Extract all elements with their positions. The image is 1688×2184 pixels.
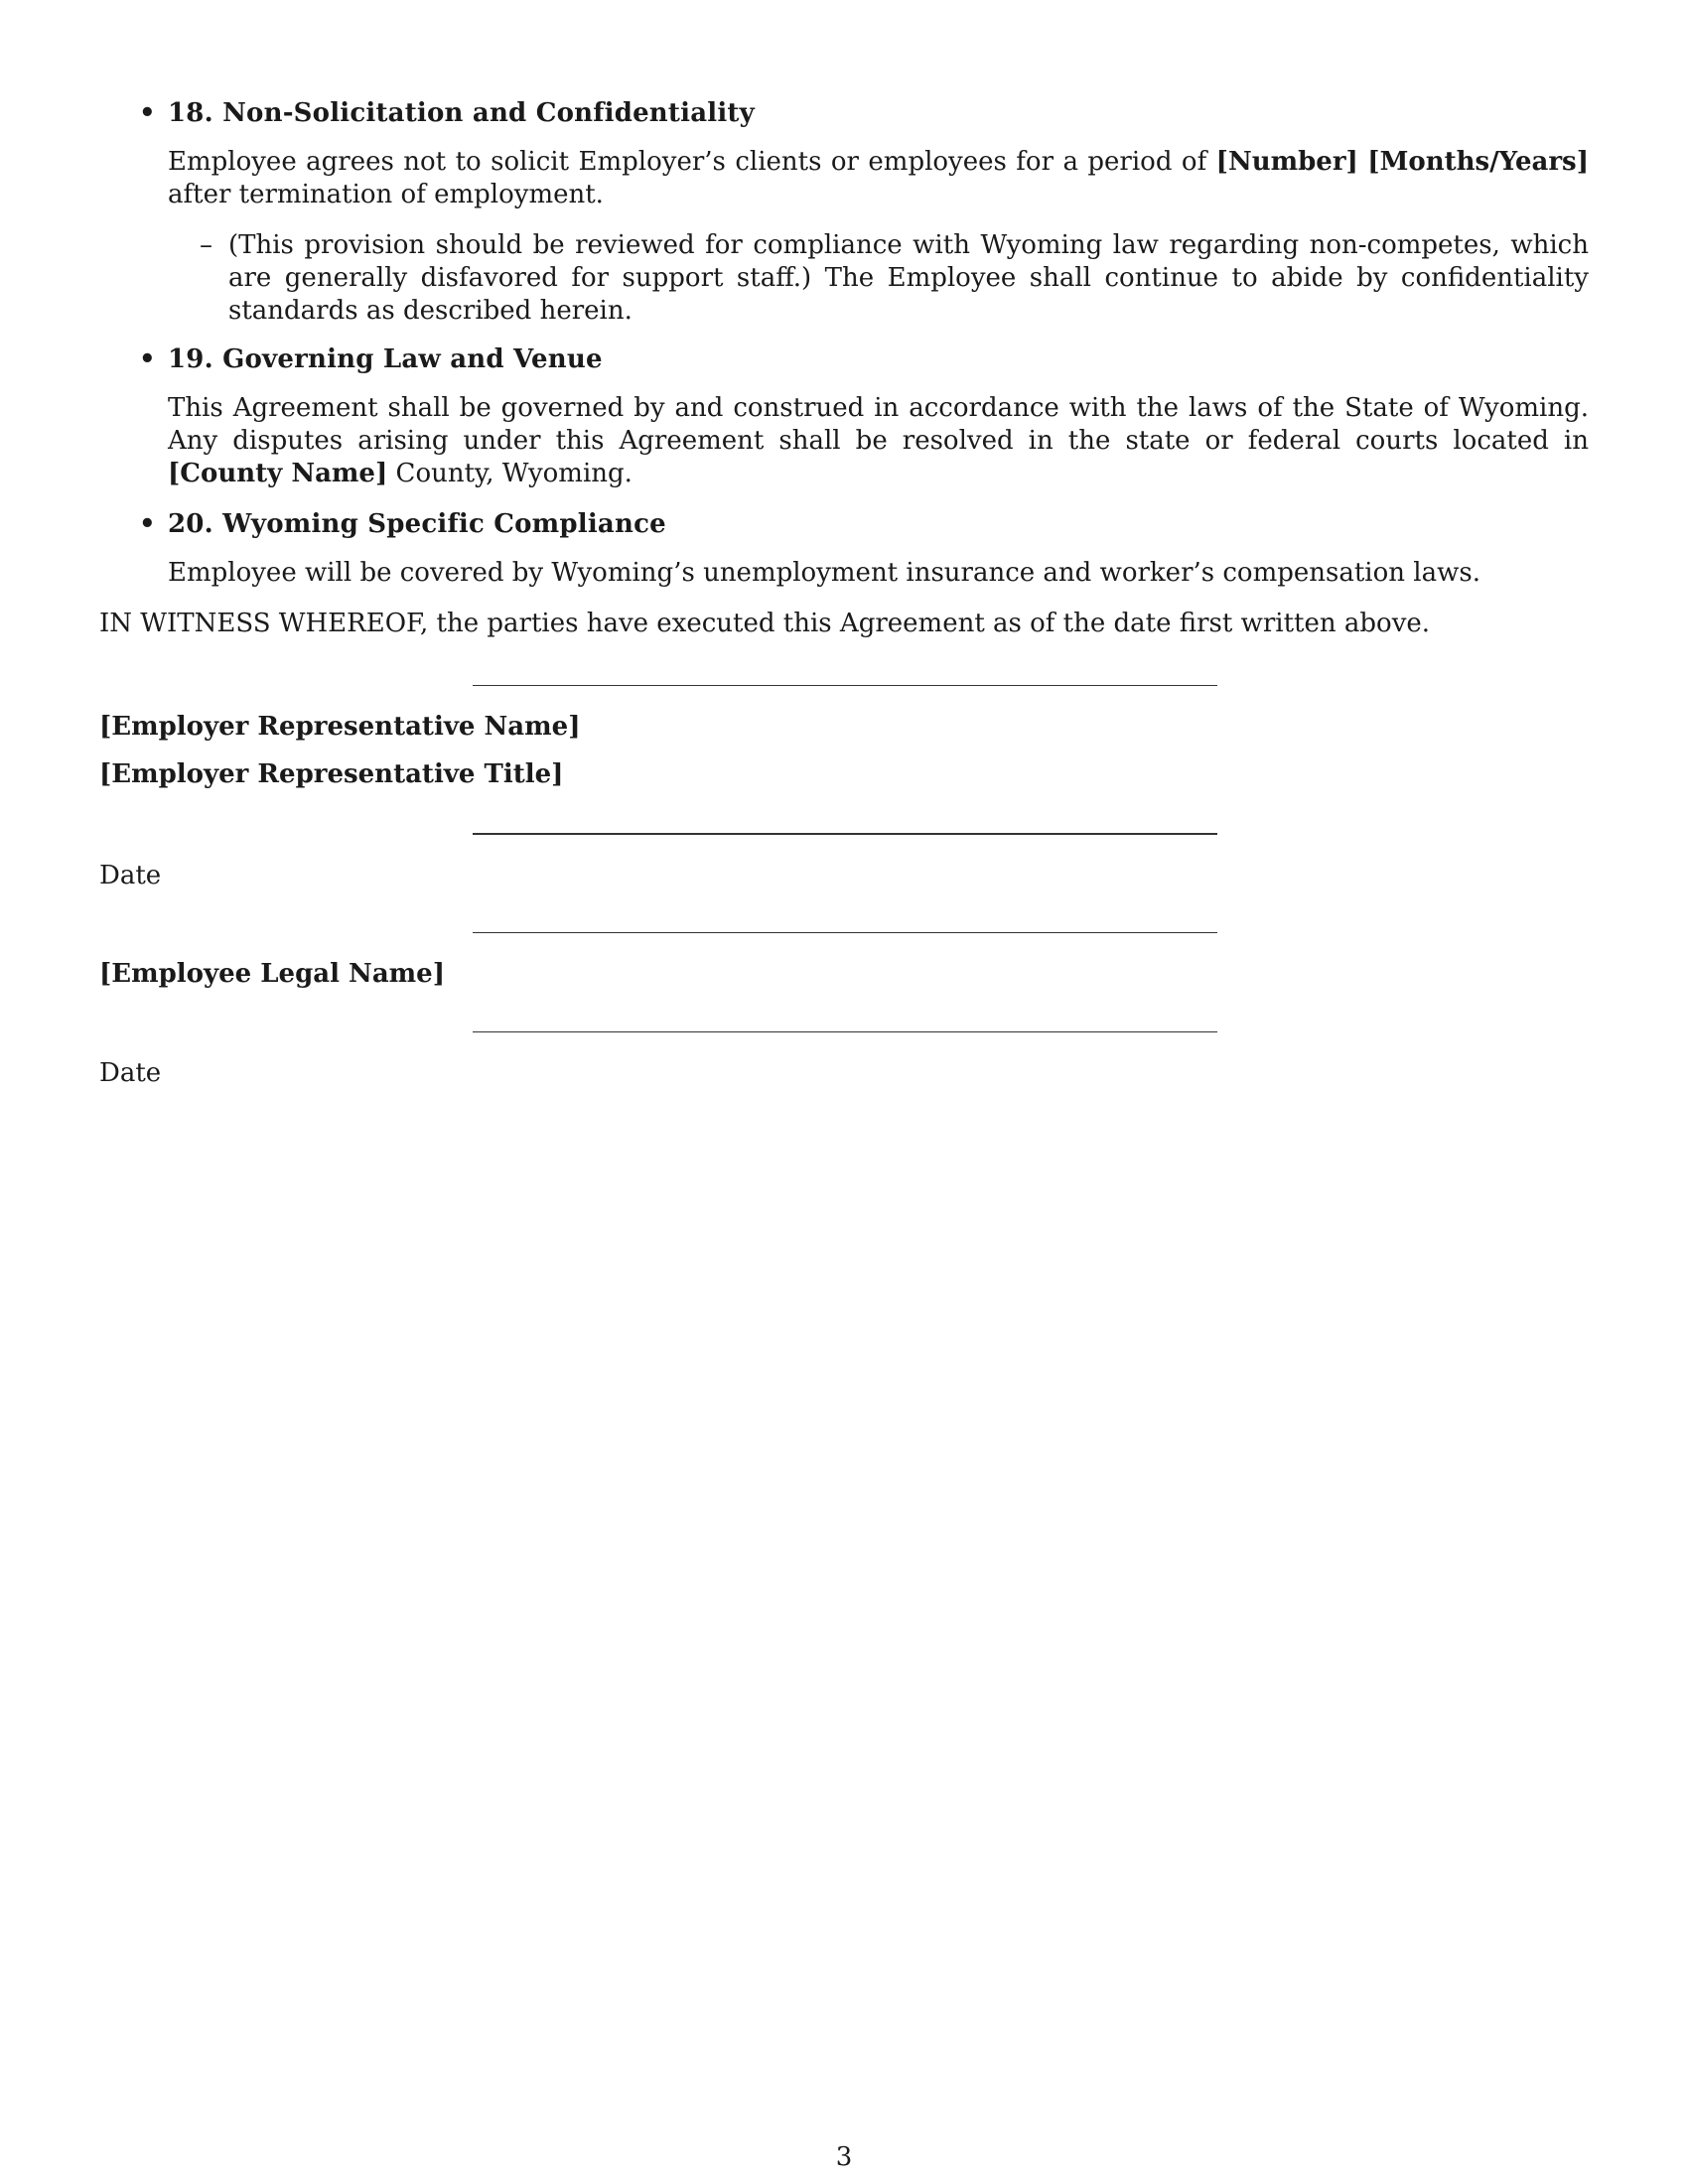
employee-date-line (473, 1031, 1217, 1032)
sub-item-text: (This provision should be reviewed for compliance with Wyoming law regarding non-competes, which are generally disfavored for support staff.) The Employee shall continue to abide by confidentiality standards as described herein. (228, 230, 1589, 326)
section-body (168, 392, 1589, 490)
bullet-icon: • (139, 98, 156, 128)
placeholder-period: [Months/Years] (1367, 147, 1589, 177)
employer-date-line (473, 833, 1217, 835)
section-20 (99, 508, 1589, 590)
placeholder-county: [County Name] (168, 459, 388, 488)
employer-name-label: [Employer Representative Name] (99, 712, 581, 742)
document-body (99, 97, 1589, 640)
body-text: after termination of employment. (168, 180, 604, 209)
placeholder-number: [Number] (1215, 147, 1358, 177)
bullet-icon: • (139, 344, 156, 374)
employee-date-label: Date (99, 1058, 162, 1088)
section-title: 18. Non-Solicitation and Confidentiality (168, 98, 755, 128)
employee-name-label: [Employee Legal Name] (99, 959, 446, 989)
body-text (1358, 147, 1367, 177)
section-19 (99, 343, 1589, 490)
employer-signature-line (473, 685, 1217, 686)
dash-icon: – (200, 230, 212, 260)
employee-signature-line (473, 932, 1217, 933)
employer-date-label: Date (99, 861, 162, 890)
sub-item (168, 229, 1589, 328)
body-text: Employee agrees not to solicit Employer’s clients or employees for a period of (168, 147, 1216, 177)
body-text: This Agreement shall be governed by and construed in accordance with the laws of the State of Wyoming. Any disputes arising under this Agreement shall be resolved in the state or federal courts located in (168, 393, 1589, 456)
section-title: 20. Wyoming Specific Compliance (168, 509, 666, 539)
section-title: 19. Governing Law and Venue (168, 344, 603, 374)
witness-clause: IN WITNESS WHEREOF, the parties have executed this Agreement as of the date first written above. (99, 609, 1431, 638)
employer-title-label: [Employer Representative Title] (99, 759, 564, 789)
bullet-icon: • (139, 509, 156, 539)
section-body: Employee will be covered by Wyoming’s unemployment insurance and worker’s compensation laws. (168, 558, 1480, 588)
body-text: County, Wyoming. (387, 459, 633, 488)
section-18 (99, 97, 1589, 328)
section-body (168, 146, 1589, 211)
page-number: 3 (835, 2142, 853, 2172)
